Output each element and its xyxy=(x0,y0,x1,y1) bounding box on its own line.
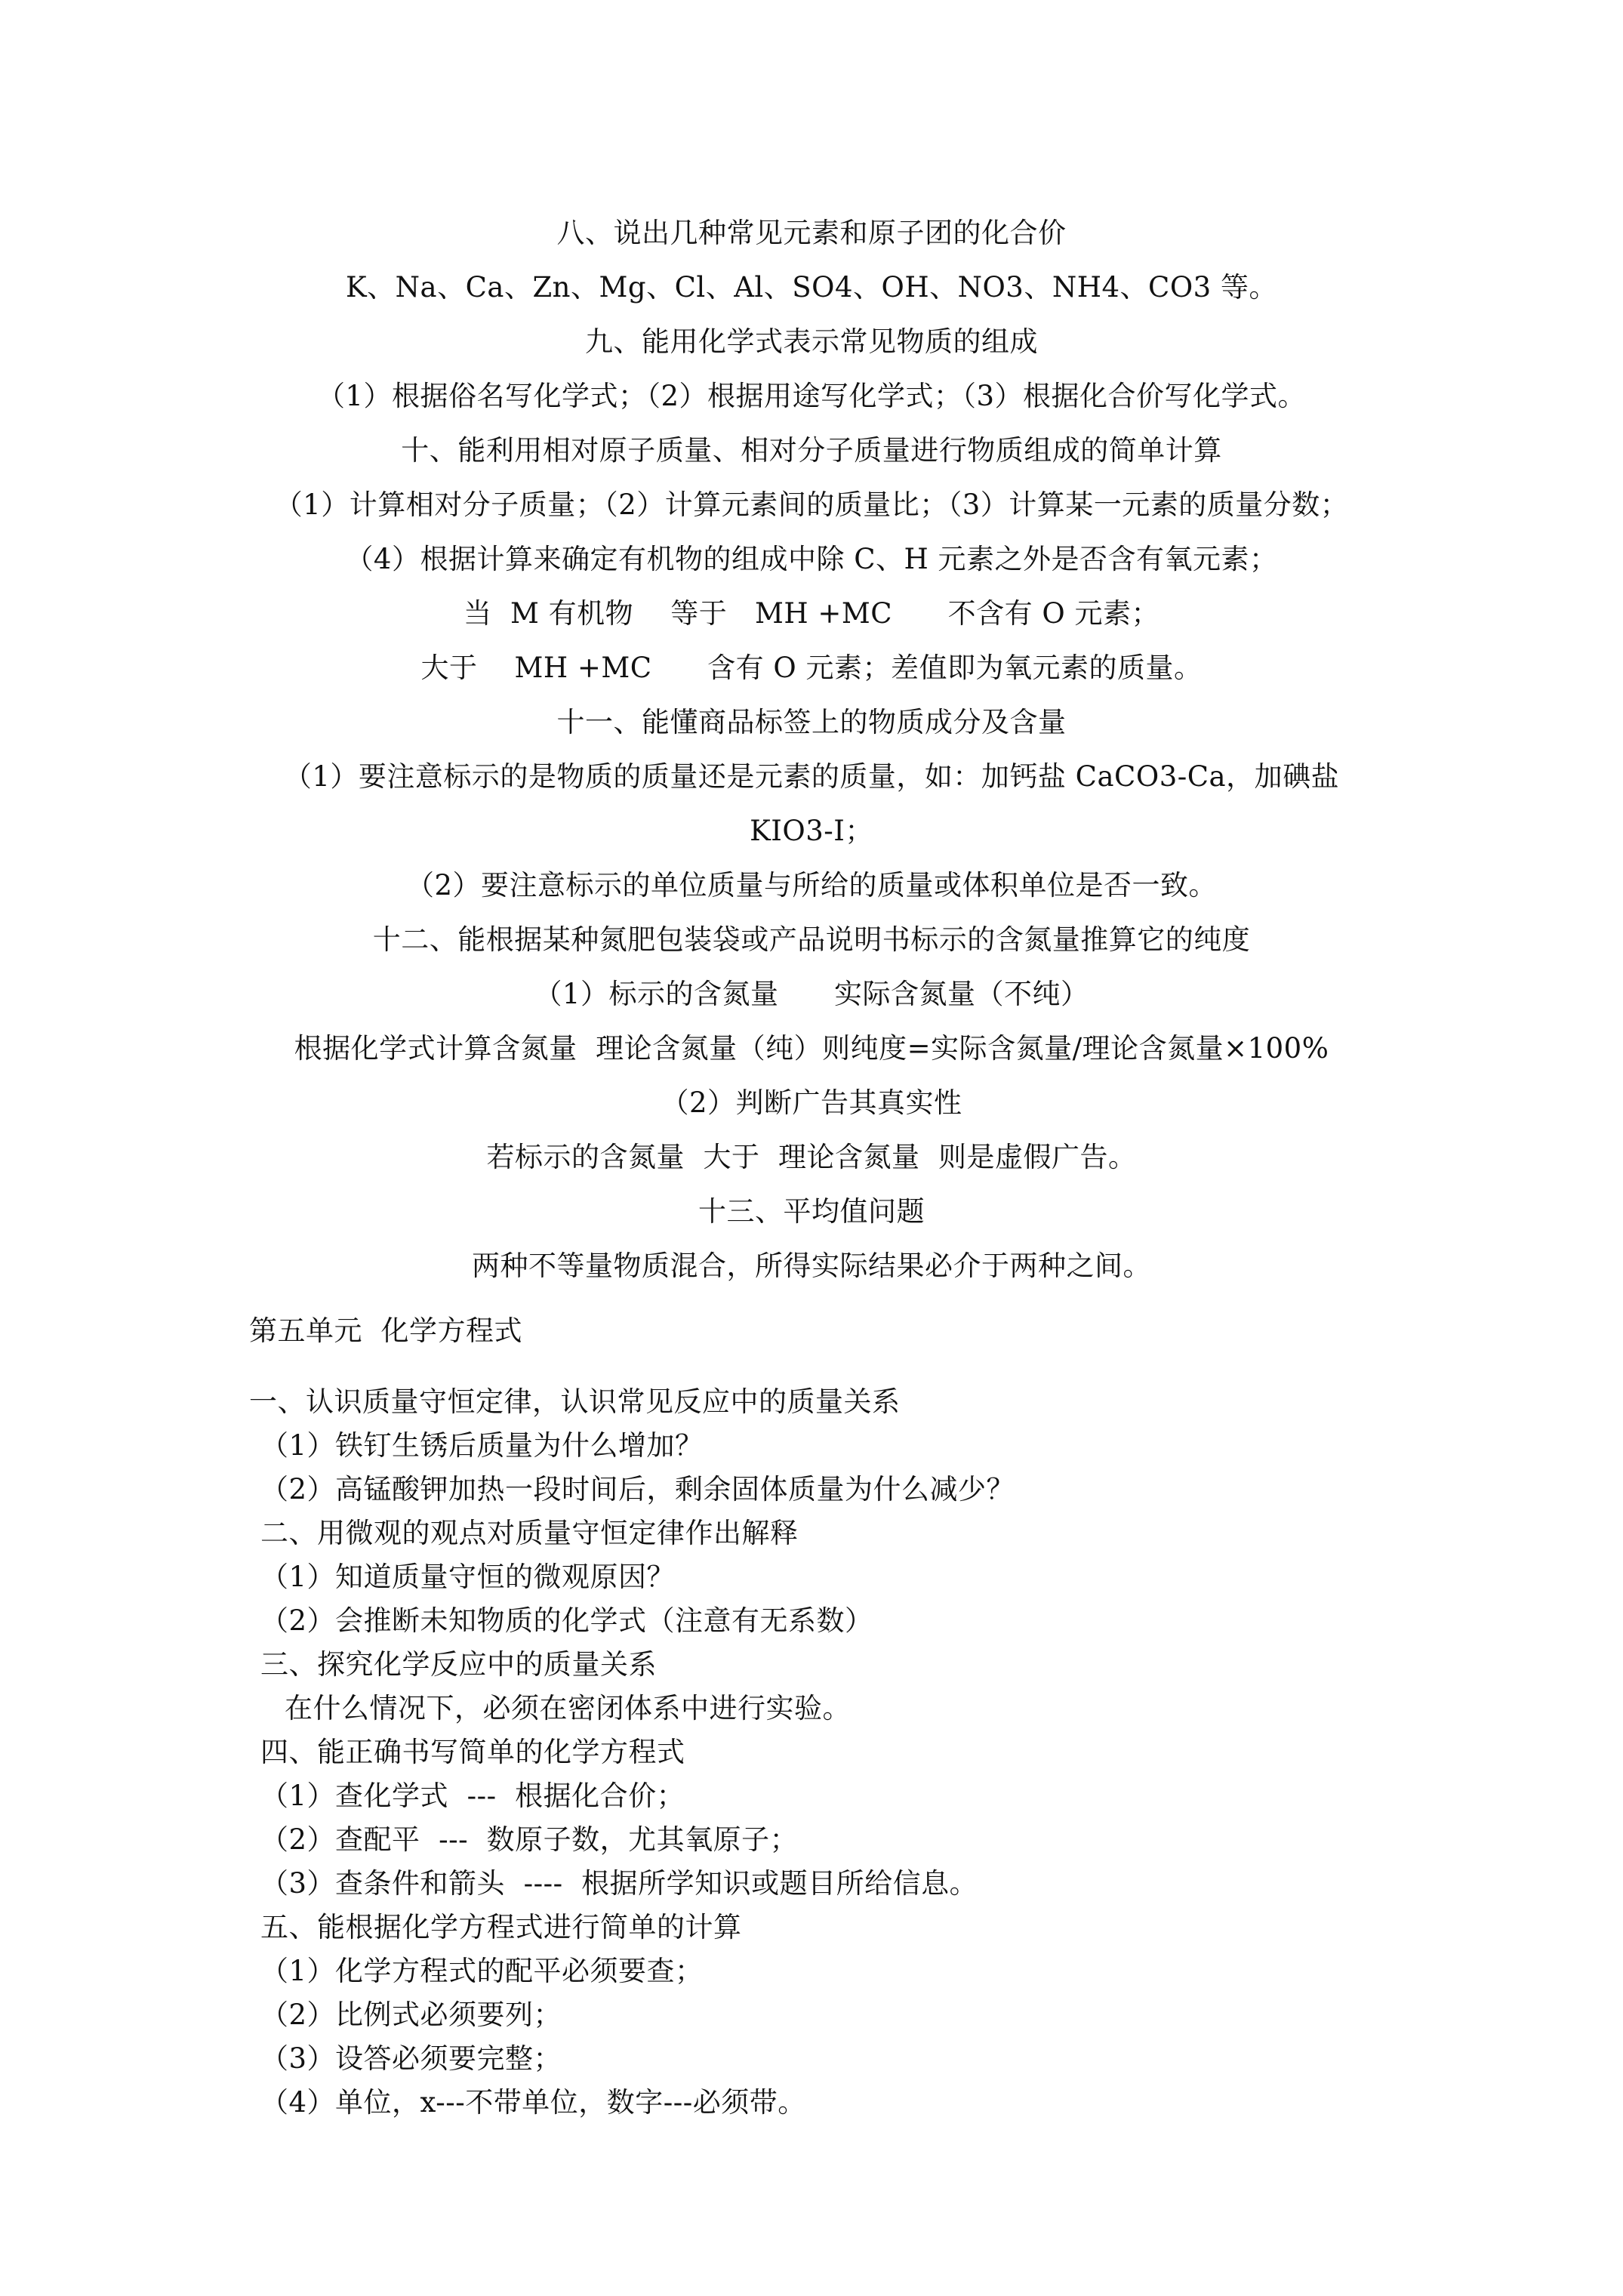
section-3-heading: 三、探究化学反应中的质量关系 xyxy=(260,1648,657,1681)
section-4-heading: 四、能正确书写简单的化学方程式 xyxy=(260,1736,685,1768)
calc-items: （1）计算相对分子质量；（2）计算元素间的质量比；（3）计算某一元素的质量分数； xyxy=(274,488,1349,521)
section-3-text: 在什么情况下，必须在密闭体系中进行实验。 xyxy=(285,1692,851,1724)
formula-methods: （1）根据俗名写化学式；（2）根据用途写化学式；（3）根据化合价写化学式。 xyxy=(316,380,1307,412)
section-5-heading: 五、能根据化学方程式进行简单的计算 xyxy=(260,1911,742,1943)
section-4-item-3: （3）查条件和箭头 ---- 根据所学知识或题目所给信息。 xyxy=(260,1867,978,1900)
unit-title: 第五单元 化学方程式 xyxy=(249,1314,523,1347)
nitrogen-fake-ad: 若标示的含氮量 大于 理论含氮量 则是虚假广告。 xyxy=(486,1141,1137,1173)
section-5-item-4: （4）单位，x---不带单位，数字---必须带。 xyxy=(260,2086,806,2119)
section-5-item-3: （3）设答必须要完整； xyxy=(260,2042,562,2075)
section-4-item-2: （2）查配平 --- 数原子数，尤其氧原子； xyxy=(260,1823,799,1856)
calc-organic: （4）根据计算来确定有机物的组成中除 C、H 元素之外是否含有氧元素； xyxy=(345,543,1278,575)
section-1-heading: 一、认识质量守恒定律，认识常见反应中的质量关系 xyxy=(249,1385,901,1418)
section-4-item-1: （1）查化学式 --- 根据化合价； xyxy=(260,1780,685,1812)
nitrogen-item-1: （1）标示的含氮量 实际含氮量（不纯） xyxy=(534,978,1089,1010)
label-item-2: （2）要注意标示的单位质量与所给的质量或体积单位是否一致。 xyxy=(405,869,1218,901)
heading-average: 十三、平均值问题 xyxy=(698,1195,925,1228)
section-1-item-1: （1）铁钉生锈后质量为什么增加？ xyxy=(260,1429,704,1462)
section-1-item-2: （2）高锰酸钾加热一段时间后，剩余固体质量为什么减少？ xyxy=(260,1473,1015,1505)
average-text: 两种不等量物质混合，所得实际结果必介于两种之间。 xyxy=(472,1250,1151,1282)
heading-calc: 十、能利用相对原子质量、相对分子质量进行物质组成的简单计算 xyxy=(401,434,1222,467)
calc-greater: 大于 MH +MC 含有 O 元素；差值即为氧元素的质量。 xyxy=(420,652,1203,684)
section-5-item-2: （2）比例式必须要列； xyxy=(260,1999,562,2031)
label-item-1-cont: KIO3-I； xyxy=(750,815,873,847)
nitrogen-purity: 根据化学式计算含氮量 理论含氮量（纯）则纯度=实际含氮量/理论含氮量×100% xyxy=(294,1032,1329,1065)
valence-list: K、Na、Ca、Zn、Mg、Cl、Al、SO4、OH、NO3、NH4、CO3 等。 xyxy=(346,271,1277,304)
section-2-heading: 二、用微观的观点对质量守恒定律作出解释 xyxy=(260,1517,799,1549)
nitrogen-item-2: （2）判断广告其真实性 xyxy=(661,1086,962,1119)
heading-nitrogen: 十二、能根据某种氮肥包装袋或产品说明书标示的含氮量推算它的纯度 xyxy=(372,923,1251,956)
heading-label: 十一、能懂商品标签上的物质成分及含量 xyxy=(556,706,1067,738)
section-5-item-1: （1）化学方程式的配平必须要查； xyxy=(260,1955,704,1987)
heading-formula: 九、能用化学式表示常见物质的组成 xyxy=(585,325,1038,358)
label-item-1: （1）要注意标示的是物质的质量还是元素的质量，如：加钙盐 CaCO3-Ca，加碘盐 xyxy=(283,760,1340,793)
heading-valence: 八、说出几种常见元素和原子团的化合价 xyxy=(556,217,1067,249)
section-2-item-2: （2）会推断未知物质的化学式（注意有无系数） xyxy=(260,1604,873,1637)
section-2-item-1: （1）知道质量守恒的微观原因？ xyxy=(260,1561,676,1593)
calc-equal: 当 M 有机物 等于 MH +MC 不含有 O 元素； xyxy=(463,597,1160,630)
